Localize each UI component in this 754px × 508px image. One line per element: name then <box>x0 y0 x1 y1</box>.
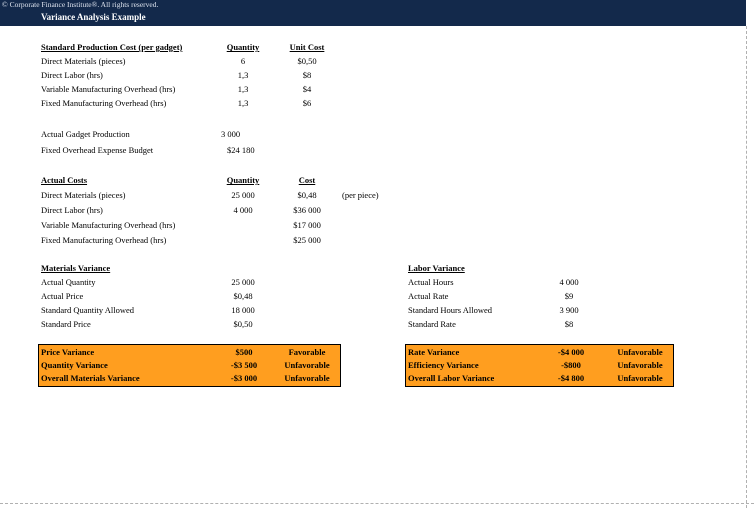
materials-result-label: Price Variance <box>41 347 95 357</box>
labor-variance-heading: Labor Variance <box>408 263 465 273</box>
actual-row-cost: $36 000 <box>293 205 321 215</box>
materials-row-label: Actual Price <box>41 291 84 301</box>
materials-results-box <box>38 344 341 387</box>
materials-result-label: Overall Materials Variance <box>41 373 140 383</box>
standard-row-qty: 6 <box>240 56 246 66</box>
materials-result-value: -$3 500 <box>230 360 258 370</box>
actual-production-label: Actual Gadget Production <box>41 129 130 139</box>
standard-row-qty: 1,3 <box>237 98 249 108</box>
overhead-budget-label: Fixed Overhead Expense Budget <box>41 145 154 155</box>
materials-row-label: Standard Price <box>41 319 91 329</box>
materials-row-value: $0,50 <box>233 319 253 329</box>
overhead-budget-value: $24 180 <box>227 145 255 155</box>
actual-quantity-header: Quantity <box>226 175 260 185</box>
standard-row-cost: $0,50 <box>297 56 317 66</box>
standard-row-label: Direct Labor (hrs) <box>41 70 103 80</box>
materials-row-value: 25 000 <box>231 277 255 287</box>
standard-row-cost: $6 <box>302 98 312 108</box>
labor-row-label: Standard Rate <box>408 319 456 329</box>
materials-result-status: Favorable <box>288 347 326 357</box>
standard-row-label: Variable Manufacturing Overhead (hrs) <box>41 84 176 94</box>
copyright-notice: © Corporate Finance Institute®. All rights reserved. <box>2 0 159 9</box>
actual-row-qty: 25 000 <box>231 190 255 200</box>
labor-result-label: Rate Variance <box>408 347 460 357</box>
labor-result-label: Overall Labor Variance <box>408 373 495 383</box>
sheet-header <box>0 0 746 26</box>
actual-production-value: 3 000 <box>221 129 241 139</box>
materials-result-value: -$3 000 <box>230 373 258 383</box>
actual-row-label: Direct Materials (pieces) <box>41 190 126 200</box>
standard-row-qty: 1,3 <box>237 84 249 94</box>
actual-costs-heading: Actual Costs <box>41 175 88 185</box>
page-break-horizontal <box>0 503 754 504</box>
standard-row-qty: 1,3 <box>237 70 249 80</box>
labor-row-value: 3 900 <box>559 305 579 315</box>
actual-cost-header: Cost <box>298 175 316 185</box>
standard-cost-heading: Standard Production Cost (per gadget) <box>41 42 183 52</box>
labor-row-label: Actual Rate <box>408 291 449 301</box>
actual-row-cost: $17 000 <box>293 220 321 230</box>
labor-result-status: Unfavorable <box>617 373 663 383</box>
materials-row-label: Actual Quantity <box>41 277 96 287</box>
materials-row-value: 18 000 <box>231 305 255 315</box>
standard-row-cost: $4 <box>302 84 312 94</box>
labor-result-status: Unfavorable <box>617 360 663 370</box>
materials-result-label: Quantity Variance <box>41 360 108 370</box>
standard-row-cost: $8 <box>302 70 312 80</box>
standard-quantity-header: Quantity <box>226 42 260 52</box>
standard-unit-cost-header: Unit Cost <box>289 42 325 52</box>
actual-row-qty: 4 000 <box>233 205 253 215</box>
labor-result-value: -$4 800 <box>557 373 585 383</box>
labor-result-status: Unfavorable <box>617 347 663 357</box>
labor-row-value: 4 000 <box>559 277 579 287</box>
materials-variance-heading: Materials Variance <box>41 263 111 273</box>
actual-row-label: Fixed Manufacturing Overhead (hrs) <box>41 235 167 245</box>
per-piece-note: (per piece) <box>342 190 379 200</box>
labor-result-value: -$800 <box>561 360 581 370</box>
materials-row-label: Standard Quantity Allowed <box>41 305 135 315</box>
labor-results-box <box>405 344 674 387</box>
page-break-vertical <box>746 26 747 508</box>
materials-result-status: Unfavorable <box>284 373 330 383</box>
actual-row-cost: $25 000 <box>293 235 321 245</box>
labor-row-value: $9 <box>564 291 574 301</box>
actual-row-label: Direct Labor (hrs) <box>41 205 103 215</box>
labor-result-label: Efficiency Variance <box>408 360 479 370</box>
standard-row-label: Direct Materials (pieces) <box>41 56 126 66</box>
standard-row-label: Fixed Manufacturing Overhead (hrs) <box>41 98 167 108</box>
labor-row-label: Actual Hours <box>408 277 454 287</box>
materials-result-status: Unfavorable <box>284 360 330 370</box>
labor-row-value: $8 <box>564 319 574 329</box>
sheet-title: Variance Analysis Example <box>41 12 146 22</box>
labor-row-label: Standard Hours Allowed <box>408 305 493 315</box>
materials-result-value: $500 <box>235 347 253 357</box>
materials-row-value: $0,48 <box>233 291 253 301</box>
actual-row-cost: $0,48 <box>297 190 317 200</box>
labor-result-value: -$4 000 <box>557 347 585 357</box>
actual-row-label: Variable Manufacturing Overhead (hrs) <box>41 220 176 230</box>
